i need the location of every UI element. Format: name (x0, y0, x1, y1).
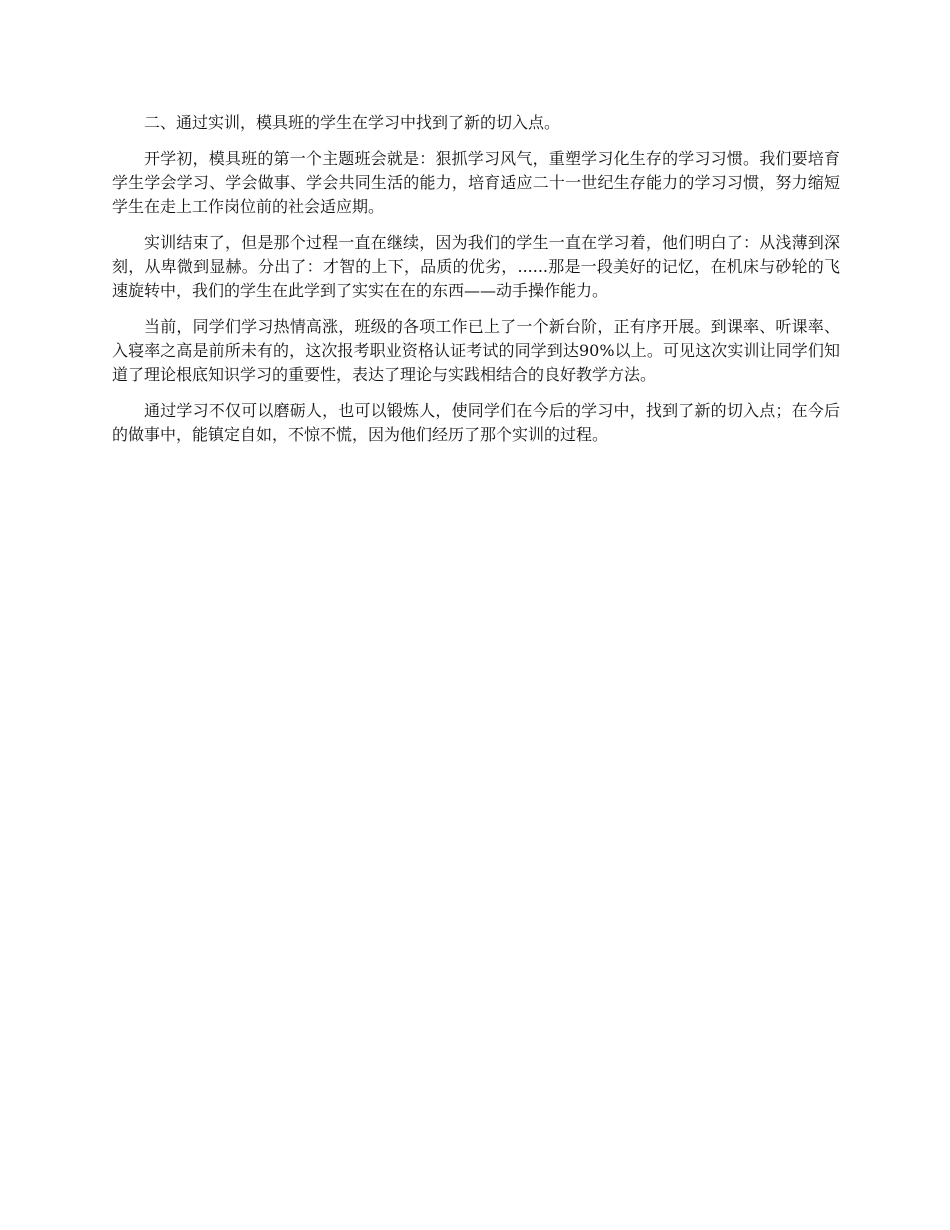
section-heading-paragraph: 二、通过实训，模具班的学生在学习中找到了新的切入点。 (144, 113, 561, 132)
body-paragraph: 当前，同学们学习热情高涨，班级的各项工作已上了一个新台阶，正有序开展。到课率、听课率、入寝率之高是前所未有的，这次报考职业资格认证考试的同学到达90%以上。可见这次实训让同学们知道了理论根底知识学习的重要性，表达了理论与实践相结合的良好教学方法。 (112, 317, 840, 384)
document-body (112, 111, 840, 459)
body-paragraph: 实训结束了，但是那个过程一直在继续，因为我们的学生一直在学习着，他们明白了：从浅薄到深刻，从卑微到显赫。分出了：才智的上下，品质的优劣，......那是一段美好的记忆，在机床与砂轮的飞速旋转中，我们的学生在此学到了实实在在的东西——动手操作能力。 (112, 233, 840, 300)
body-paragraph: 通过学习不仅可以磨砺人，也可以锻炼人，使同学们在今后的学习中，找到了新的切入点；在今后的做事中，能镇定自如，不惊不慌，因为他们经历了那个实训的过程。 (112, 401, 840, 444)
body-paragraph: 开学初，模具班的第一个主题班会就是：狠抓学习风气，重塑学习化生存的学习习惯。我们要培育学生学会学习、学会做事、学会共同生活的能力，培育适应二十一世纪生存能力的学习习惯，努力缩短学生在走上工作岗位前的社会适应期。 (112, 149, 840, 216)
